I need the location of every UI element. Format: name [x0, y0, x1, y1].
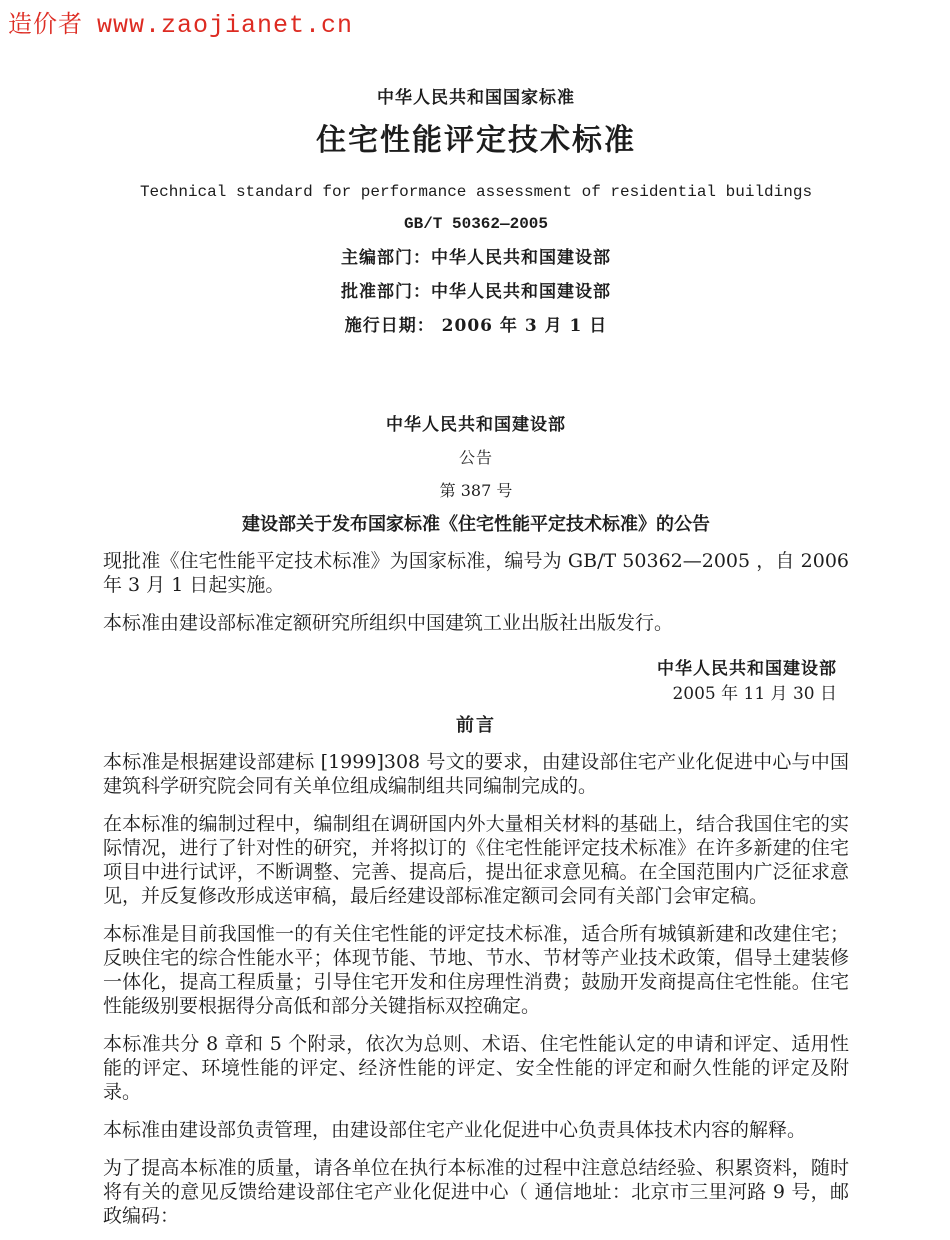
signature-name: 中华人民共和国建设部 — [657, 659, 837, 679]
announcement-number: 第 387 号 — [439, 481, 513, 500]
standard-code: GB/T 50362—2005 — [403, 215, 549, 233]
announcement-title: 建设部关于发布国家标准《住宅性能平定技术标准》的公告 — [242, 514, 710, 535]
watermark-brand: 造价者 — [8, 10, 83, 38]
foreword-paragraph: 本标准是目前我国惟一的有关住宅性能的评定技术标准，适合所有城镇新建和改建住宅；反映住宅的综合性能水平；体现节能、节地、节水、节材等产业技术政策，倡导土建装修一体化，提高工程质量；引导住宅开发和住房理性消费；鼓励开发商提高住宅性能。住宅性能级别要根据得分高低和部分关键指标双控确定。 — [103, 923, 849, 1017]
chief-editor-line: 主编部门：中华人民共和国建设部 — [341, 248, 611, 268]
foreword-paragraph: 本标准共分 8 章和 5 个附录，依次为总则、术语、住宅性能认定的申请和评定、适用性能的评定、环境性能的评定、经济性能的评定、安全性能的评定和耐久性能的评定及附录。 — [103, 1033, 849, 1103]
foreword-paragraph: 本标准是根据建设部建标 [1999]308 号文的要求，由建设部住宅产业化促进中心与中国建筑科学研究院会同有关单位组成编制组共同编制完成的。 — [103, 751, 849, 797]
watermark — [8, 9, 353, 41]
announcement-body — [103, 549, 849, 635]
announcement-type: 公告 — [458, 448, 493, 467]
foreword-heading: 前言 — [456, 715, 496, 736]
signature-block — [103, 659, 849, 704]
watermark-url: www.zaojianet.cn — [97, 11, 354, 40]
foreword-paragraph: 本标准由建设部负责管理，由建设部住宅产业化促进中心负责具体技术内容的解释。 — [103, 1119, 807, 1141]
document-title: 住宅性能评定技术标准 — [316, 123, 636, 158]
foreword-paragraph: 在本标准的编制过程中，编制组在调研国内外大量相关材料的基础上，结合我国住宅的实际情况，进行了针对性的研究，并将拟订的《住宅性能评定技术标准》在许多新建的住宅项目中进行试评，不断调整、完善、提高后，提出征求意见稿。在全国范围内广泛征求意见，并反复修改形成送审稿，最后经建设部标准定额司会同有关部门会审定稿。 — [103, 813, 849, 907]
foreword-paragraph: 为了提高本标准的质量，请各单位在执行本标准的过程中注意总结经验、积累资料，随时将有关的意见反馈给建设部住宅产业化促进中心（ 通信地址：北京市三里河路 9 号，邮政编码： — [103, 1157, 849, 1227]
foreword-body — [103, 750, 849, 1228]
announcement-issuer: 中华人民共和国建设部 — [386, 415, 566, 435]
effective-date-line: 施行日期： 2006 年 3 月 1 日 — [344, 316, 608, 336]
signature-date: 2005 年 11 月 30 日 — [672, 684, 837, 704]
document-title-english: Technical standard for performance assessment of residential buildings — [139, 183, 813, 201]
approver-line: 批准部门：中华人民共和国建设部 — [341, 282, 611, 302]
announcement-paragraph: 现批准《住宅性能平定技术标准》为国家标准，编号为 GB/T 50362—2005 ，自 2006 年 3 月 1 日起实施。 — [103, 550, 849, 596]
standard-kicker: 中华人民共和国国家标准 — [377, 88, 575, 108]
announcement-paragraph: 本标准由建设部标准定额研究所组织中国建筑工业出版社出版发行。 — [103, 612, 674, 634]
